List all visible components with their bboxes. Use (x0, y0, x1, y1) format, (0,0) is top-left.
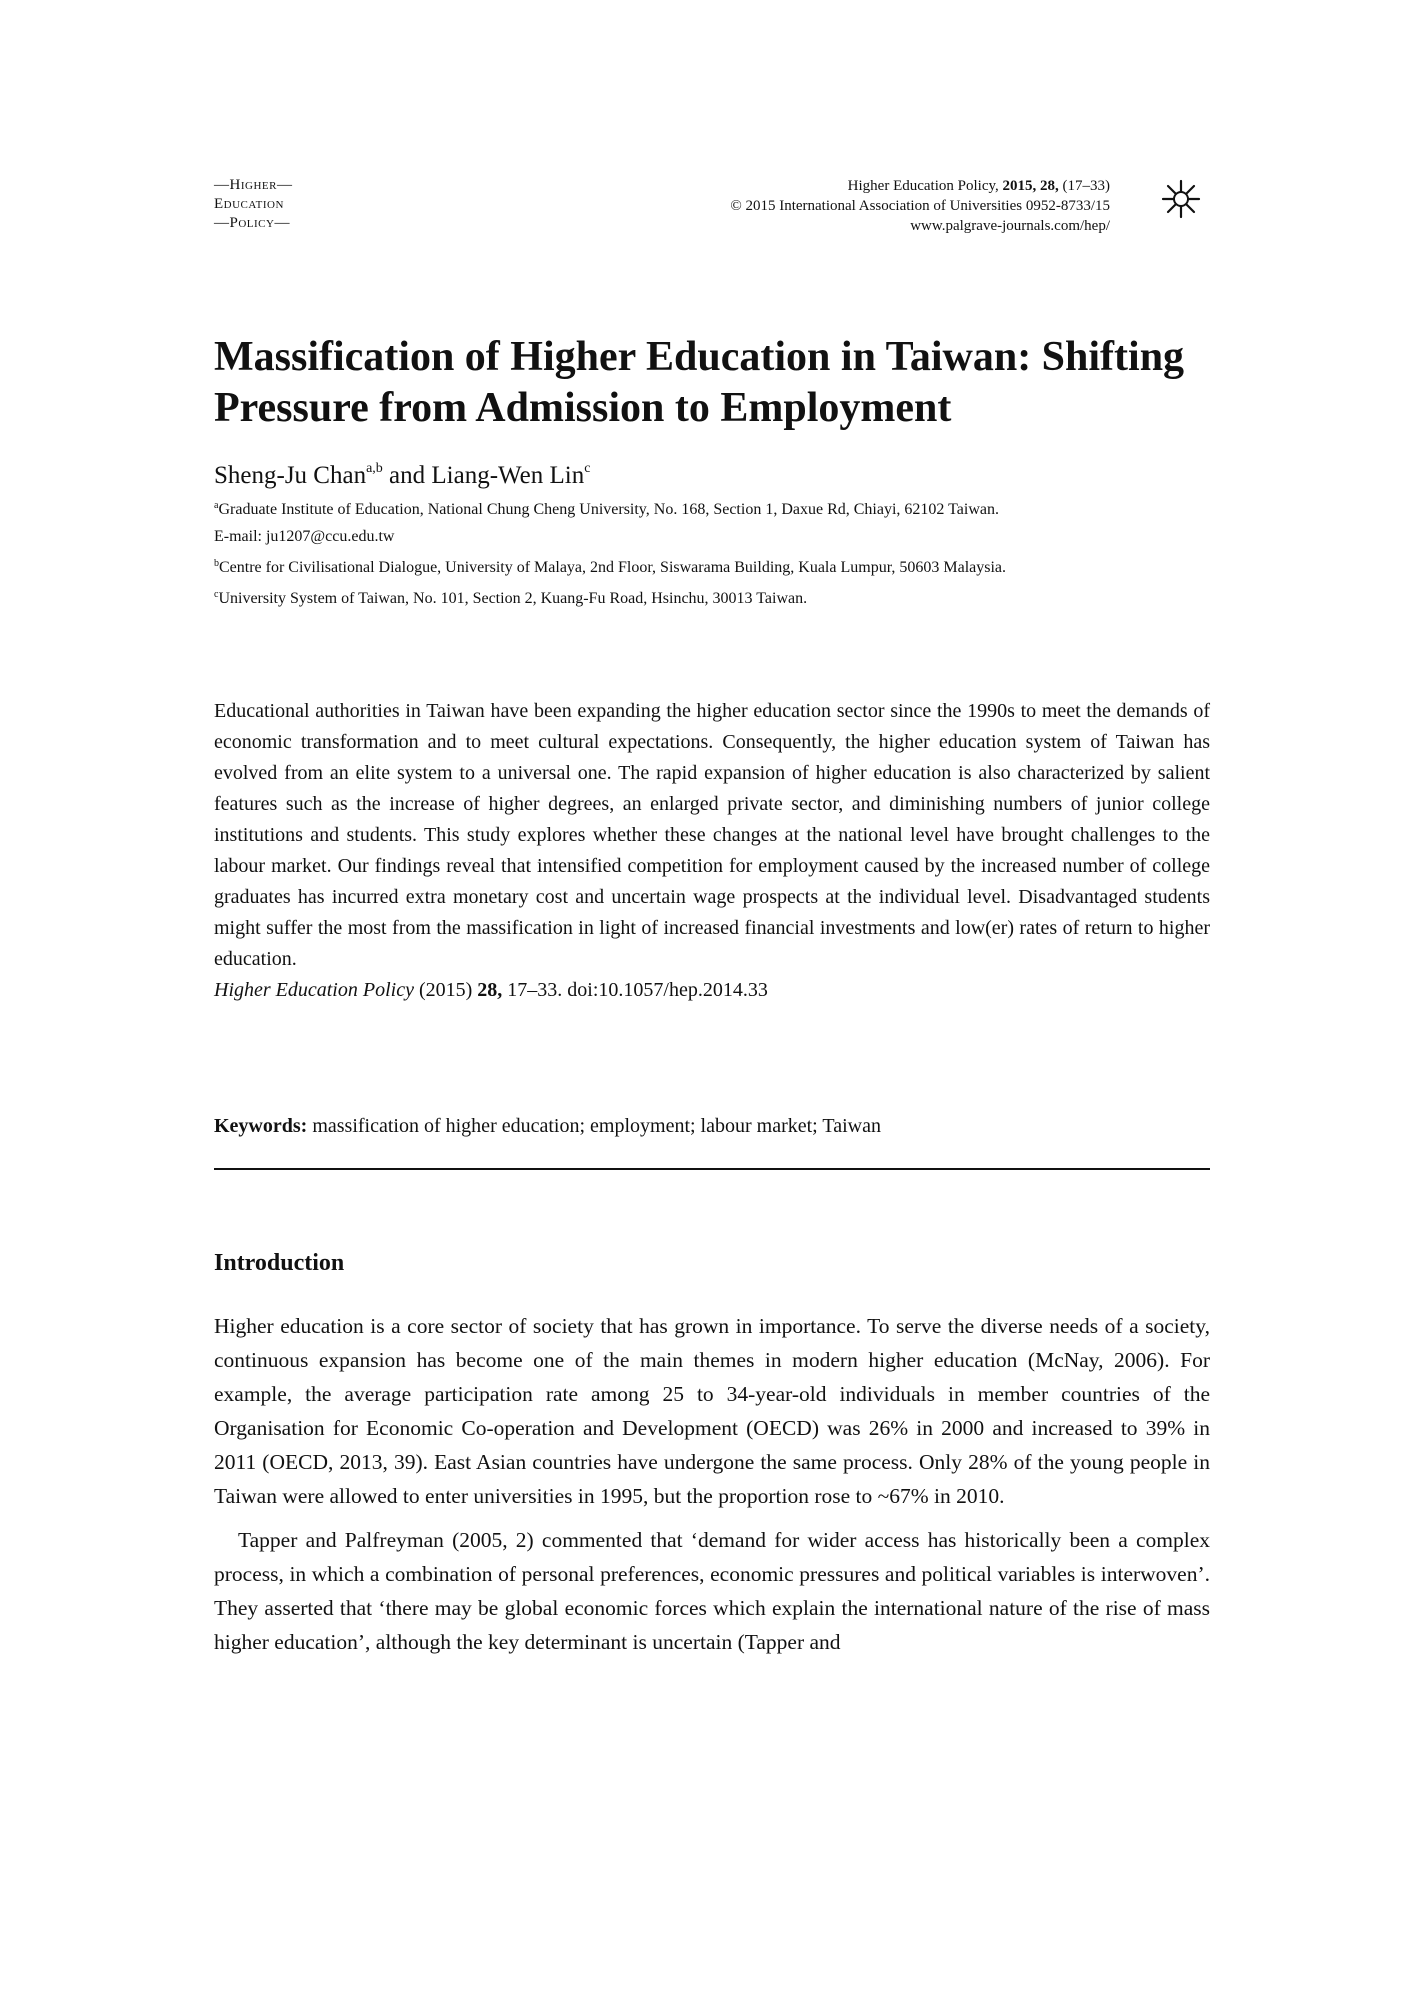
keywords (214, 1113, 881, 1139)
author-name: Sheng-Ju Chan (214, 462, 367, 489)
abstract (214, 696, 1210, 1006)
abstract-citation-volume: 28, (477, 979, 503, 1001)
palgrave-asterisk-icon (1160, 178, 1202, 220)
journal-citation-header (730, 176, 1110, 236)
keywords-label: Keywords: (214, 1115, 308, 1137)
citation-year-volume: 2015, 28, (1002, 178, 1059, 194)
journal-logo-line: —Policy— (214, 215, 290, 231)
affiliation-mark: c (214, 589, 219, 600)
section-divider (214, 1168, 1210, 1170)
body-paragraph: Tapper and Palfreyman (2005, 2) commented that ‘demand for wider access has historically been a complex process, in which a combination of personal preferences, economic pressures and political variables is interwoven’. They asserted that ‘there may be global economic forces which explain the international nature of the rise of mass higher education’, although the key determinant is uncertain (Tapper and (214, 1528, 1210, 1654)
author-name: Liang-Wen Lin (431, 462, 585, 489)
journal-logo (214, 176, 344, 233)
author-affiliation-mark: a,b (366, 461, 383, 476)
affiliation-b: $^b$Centre for Civilisational Dialogue, University of Malaya, 2nd Floor, Siswarama Building, Kuala Lumpur, 50603 Malaysia. (214, 558, 1007, 576)
journal-website[interactable]: www.palgrave-journals.com/hep/ (910, 218, 1110, 234)
author-email[interactable]: E-mail: ju1207@ccu.edu.tw (214, 528, 395, 545)
article-title: Massification of Higher Education in Taiwan: Shifting Pressure from Admission to Employment (214, 334, 1185, 431)
author-connector: and (382, 462, 432, 489)
author-affiliation-mark: c (584, 461, 591, 476)
journal-logo-line: —Higher— (214, 177, 293, 193)
keywords-text: massification of higher education; employment; labour market; Taiwan (312, 1115, 881, 1137)
citation-journal: Higher Education Policy, (847, 178, 999, 194)
copyright-line: © 2015 International Association of Universities 0952-8733/15 (730, 198, 1110, 214)
abstract-citation-rest: 17–33. doi:10.1057/hep.2014.33 (507, 979, 768, 1001)
citation-pages: (17–33) (1062, 178, 1110, 194)
abstract-text: Educational authorities in Taiwan have been expanding the higher education sector since the 1990s to meet the demands of economic transformation and to meet cultural expectations. Consequently, the higher education system of Taiwan has evolved from an elite system to a universal one. The rapid expansion of higher education is also characterized by salient features such as the increase of higher degrees, an enlarged private sector, and diminishing numbers of junior college institutions and students. This study explores whether these changes at the national level have brought challenges to the labour market. Our findings reveal that intensified competition for employment caused by the increased number of college graduates has incurred extra monetary cost and uncertain wage prospects at the individual level. Disadvantaged students might suffer the most from the massification in light of increased financial investments and low(er) rates of return to higher education. (214, 700, 1210, 970)
body-paragraph: Higher education is a core sector of society that has grown in importance. To serve the diverse needs of a society, continuous expansion has become one of the main themes in modern higher education (McNay, 2006). For example, the average participation rate among 25 to 34-year-old individuals in member countries of the Organisation for Economic Co-operation and Development (OECD) was 26% in 2000 and increased to 39% in 2011 (OECD, 2013, 39). East Asian countries have undergone the same process. Only 28% of the young people in Taiwan were allowed to enter universities in 1995, but the proportion rose to ~67% in 2010. (214, 1314, 1210, 1508)
author-list (214, 454, 590, 491)
abstract-citation-journal: Higher Education Policy (214, 979, 414, 1001)
section-heading: Introduction (214, 1250, 345, 1276)
citation-line (730, 176, 1110, 196)
affiliation-mark: a (214, 500, 219, 511)
affiliation-c: $^c$University System of Taiwan, No. 101, Section 2, Kuang-Fu Road, Hsinchu, 30013 Taiwan. (214, 589, 808, 607)
affiliation-mark: b (214, 558, 219, 569)
body-text (214, 1309, 1210, 1669)
abstract-citation-year: (2015) (418, 979, 473, 1001)
affiliation-a: $^a$Graduate Institute of Education, National Chung Cheng University, No. 168, Section 1, Daxue Rd, Chiayi, 62102 Taiwan. (214, 500, 999, 518)
journal-logo-line: Education (214, 196, 284, 212)
affiliations (214, 492, 1214, 612)
